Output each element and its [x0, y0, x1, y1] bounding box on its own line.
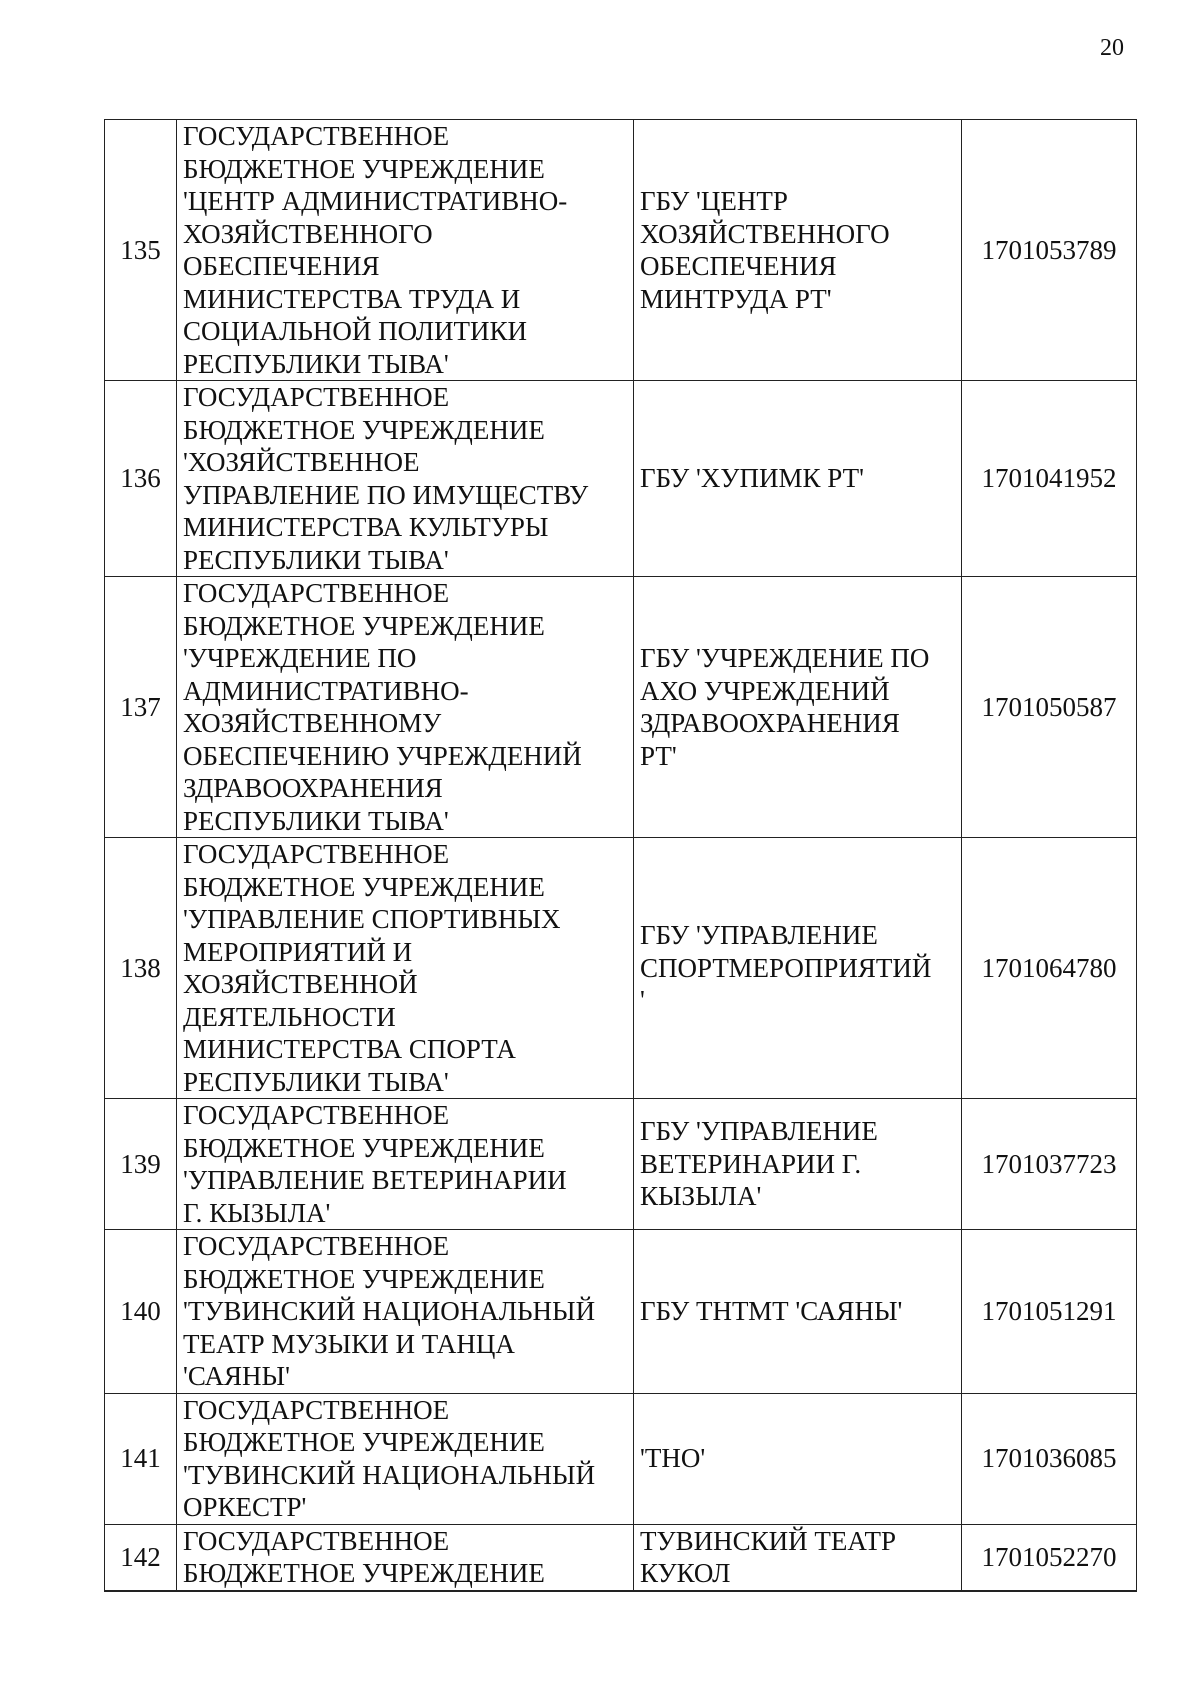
full-name-cell: ГОСУДАРСТВЕННОЕ БЮДЖЕТНОЕ УЧРЕЖДЕНИЕ 'УЧРЕЖДЕНИЕ ПО АДМИНИСТРАТИВНО- ХОЗЯЙСТВЕННОМУ ОБЕСПЕЧЕНИЮ УЧРЕЖДЕНИЙ ЗДРАВООХРАНЕНИЯ РЕСПУБЛИКИ ТЫВА': [177, 577, 634, 838]
full-name-cell: ГОСУДАРСТВЕННОЕ БЮДЖЕТНОЕ УЧРЕЖДЕНИЕ: [177, 1524, 634, 1591]
row-number: 135: [105, 120, 177, 381]
short-name-cell: ГБУ 'ХУПИМК РТ': [634, 381, 962, 577]
inn-cell: 1701064780: [962, 838, 1137, 1099]
row-number: 140: [105, 1230, 177, 1394]
table-row: [105, 1099, 1137, 1230]
short-name-cell: 'ТНО': [634, 1393, 962, 1524]
row-number: 136: [105, 381, 177, 577]
full-name-cell: ГОСУДАРСТВЕННОЕ БЮДЖЕТНОЕ УЧРЕЖДЕНИЕ 'ТУВИНСКИЙ НАЦИОНАЛЬНЫЙ ОРКЕСТР': [177, 1393, 634, 1524]
table-row: [105, 381, 1137, 577]
inn-cell: 1701053789: [962, 120, 1137, 381]
inn-cell: 1701052270: [962, 1524, 1137, 1591]
short-name-cell: ГБУ 'УПРАВЛЕНИЕ СПОРТМЕРОПРИЯТИЙ ': [634, 838, 962, 1099]
full-name-cell: ГОСУДАРСТВЕННОЕ БЮДЖЕТНОЕ УЧРЕЖДЕНИЕ 'УПРАВЛЕНИЕ СПОРТИВНЫХ МЕРОПРИЯТИЙ И ХОЗЯЙСТВЕННОЙ ДЕЯТЕЛЬНОСТИ МИНИСТЕРСТВА СПОРТА РЕСПУБЛИКИ ТЫВА': [177, 838, 634, 1099]
full-name-cell: ГОСУДАРСТВЕННОЕ БЮДЖЕТНОЕ УЧРЕЖДЕНИЕ 'УПРАВЛЕНИЕ ВЕТЕРИНАРИИ Г. КЫЗЫЛА': [177, 1099, 634, 1230]
full-name-cell: ГОСУДАРСТВЕННОЕ БЮДЖЕТНОЕ УЧРЕЖДЕНИЕ 'ХОЗЯЙСТВЕННОЕ УПРАВЛЕНИЕ ПО ИМУЩЕСТВУ МИНИСТЕРСТВА КУЛЬТУРЫ РЕСПУБЛИКИ ТЫВА': [177, 381, 634, 577]
table-row: [105, 577, 1137, 838]
inn-cell: 1701051291: [962, 1230, 1137, 1394]
full-name-cell: ГОСУДАРСТВЕННОЕ БЮДЖЕТНОЕ УЧРЕЖДЕНИЕ 'ЦЕНТР АДМИНИСТРАТИВНО- ХОЗЯЙСТВЕННОГО ОБЕСПЕЧЕНИЯ МИНИСТЕРСТВА ТРУДА И СОЦИАЛЬНОЙ ПОЛИТИКИ РЕСПУБЛИКИ ТЫВА': [177, 120, 634, 381]
short-name-cell: ТУВИНСКИЙ ТЕАТР КУКОЛ: [634, 1524, 962, 1591]
inn-cell: 1701037723: [962, 1099, 1137, 1230]
table-row: [105, 1393, 1137, 1524]
row-number: 141: [105, 1393, 177, 1524]
table-row: [105, 1524, 1137, 1591]
row-number: 142: [105, 1524, 177, 1591]
row-number: 138: [105, 838, 177, 1099]
inn-cell: 1701050587: [962, 577, 1137, 838]
short-name-cell: ГБУ 'УПРАВЛЕНИЕ ВЕТЕРИНАРИИ Г. КЫЗЫЛА': [634, 1099, 962, 1230]
table-row: [105, 1230, 1137, 1394]
short-name-cell: ГБУ 'УЧРЕЖДЕНИЕ ПО АХО УЧРЕЖДЕНИЙ ЗДРАВООХРАНЕНИЯ РТ': [634, 577, 962, 838]
institutions-table: [104, 119, 1137, 1592]
row-number: 137: [105, 577, 177, 838]
full-name-cell: ГОСУДАРСТВЕННОЕ БЮДЖЕТНОЕ УЧРЕЖДЕНИЕ 'ТУВИНСКИЙ НАЦИОНАЛЬНЫЙ ТЕАТР МУЗЫКИ И ТАНЦА 'САЯНЫ': [177, 1230, 634, 1394]
inn-cell: 1701036085: [962, 1393, 1137, 1524]
row-number: 139: [105, 1099, 177, 1230]
short-name-cell: ГБУ 'ЦЕНТР ХОЗЯЙСТВЕННОГО ОБЕСПЕЧЕНИЯ МИНТРУДА РТ': [634, 120, 962, 381]
page-number: 20: [1100, 35, 1124, 61]
inn-cell: 1701041952: [962, 381, 1137, 577]
table-row: [105, 120, 1137, 381]
short-name-cell: ГБУ ТНТМТ 'САЯНЫ': [634, 1230, 962, 1394]
table-row: [105, 838, 1137, 1099]
